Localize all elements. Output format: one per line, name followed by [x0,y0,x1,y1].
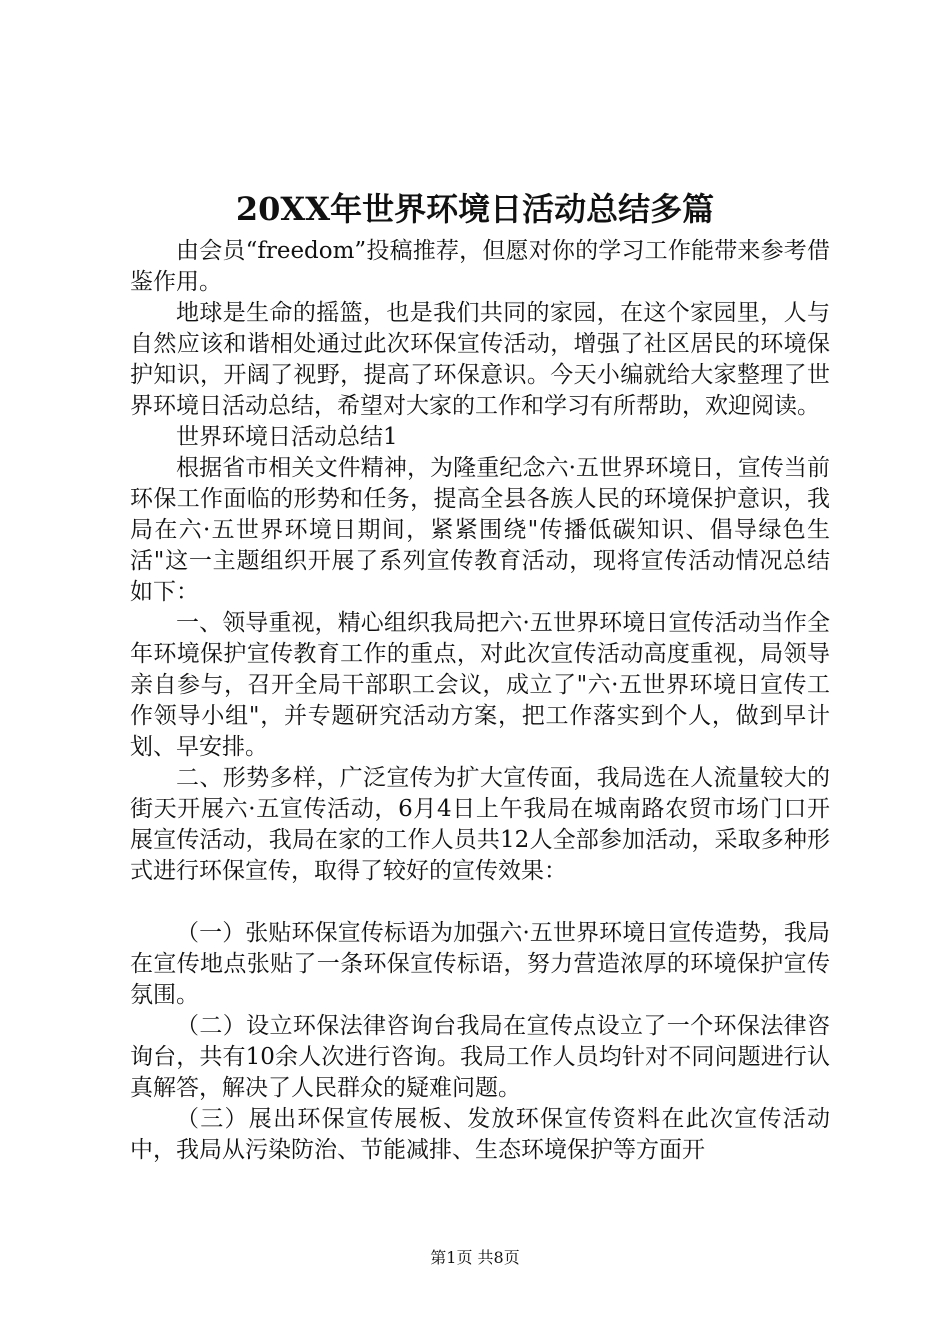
page-number-footer: 第1页 共8页 [430,1248,520,1267]
paragraph-summary-opening: 根据省市相关文件精神，为隆重纪念六·五世界环境日，宣传当前环保工作面临的形势和任务，提高全县各族人民的环境保护意识，我局在六·五世界环境日期间，紧紧围绕"传播低碳知识、倡导绿色生活"这一主题组织开展了系列宣传教育活动，现将宣传活动情况总结如下： [130,455,830,605]
paragraph-intro: 地球是生命的摇篮，也是我们共同的家园，在这个家园里，人与自然应该和谐相处通过此次环保宣传活动，增强了社区居民的环境保护知识，开阔了视野，提高了环保意识。今天小编就给大家整理了世界环境日活动总结，希望对大家的工作和学习有所帮助，欢迎阅读。 [130,300,830,419]
paragraph-source-note: 由会员“freedom”投稿推荐，但愿对你的学习工作能带来参考借鉴作用。 [130,238,830,295]
document-title: 20XX年世界环境日活动总结多篇 [235,190,715,228]
paragraph-sub-one: （一）张贴环保宣传标语为加强六·五世界环境日宣传造势，我局在宣传地点张贴了一条环保宣传标语，努力营造浓厚的环境保护宣传氛围。 [130,920,830,1008]
paragraph-sub-three: （三）展出环保宣传展板、发放环保宣传资料在此次宣传活动中，我局从污染防治、节能减排、生态环境保护等方面开 [130,1106,830,1163]
paragraph-sub-two: （二）设立环保法律咨询台我局在宣传点设立了一个环保法律咨询台，共有10余人次进行咨询。我局工作人员均针对不同问题进行认真解答，解决了人民群众的疑难问题。 [130,1013,830,1101]
paragraph-point-two: 二、形势多样，广泛宣传为扩大宣传面，我局选在人流量较大的街天开展六·五宣传活动，6月4日上午我局在城南路农贸市场门口开展宣传活动，我局在家的工作人员共12人全部参加活动，采取多种形式进行环保宣传，取得了较好的宣传效果： [130,765,830,884]
paragraph-point-one: 一、领导重视，精心组织我局把六·五世界环境日宣传活动当作全年环境保护宣传教育工作的重点，对此次宣传活动高度重视，局领导亲自参与，召开全局干部职工会议，成立了"六·五世界环境日宣传工作领导小组"，并专题研究活动方案，把工作落实到个人，做到早计划、早安排。 [130,610,830,760]
paragraph-section-heading: 世界环境日活动总结1 [176,424,398,450]
document-body [130,236,830,1166]
